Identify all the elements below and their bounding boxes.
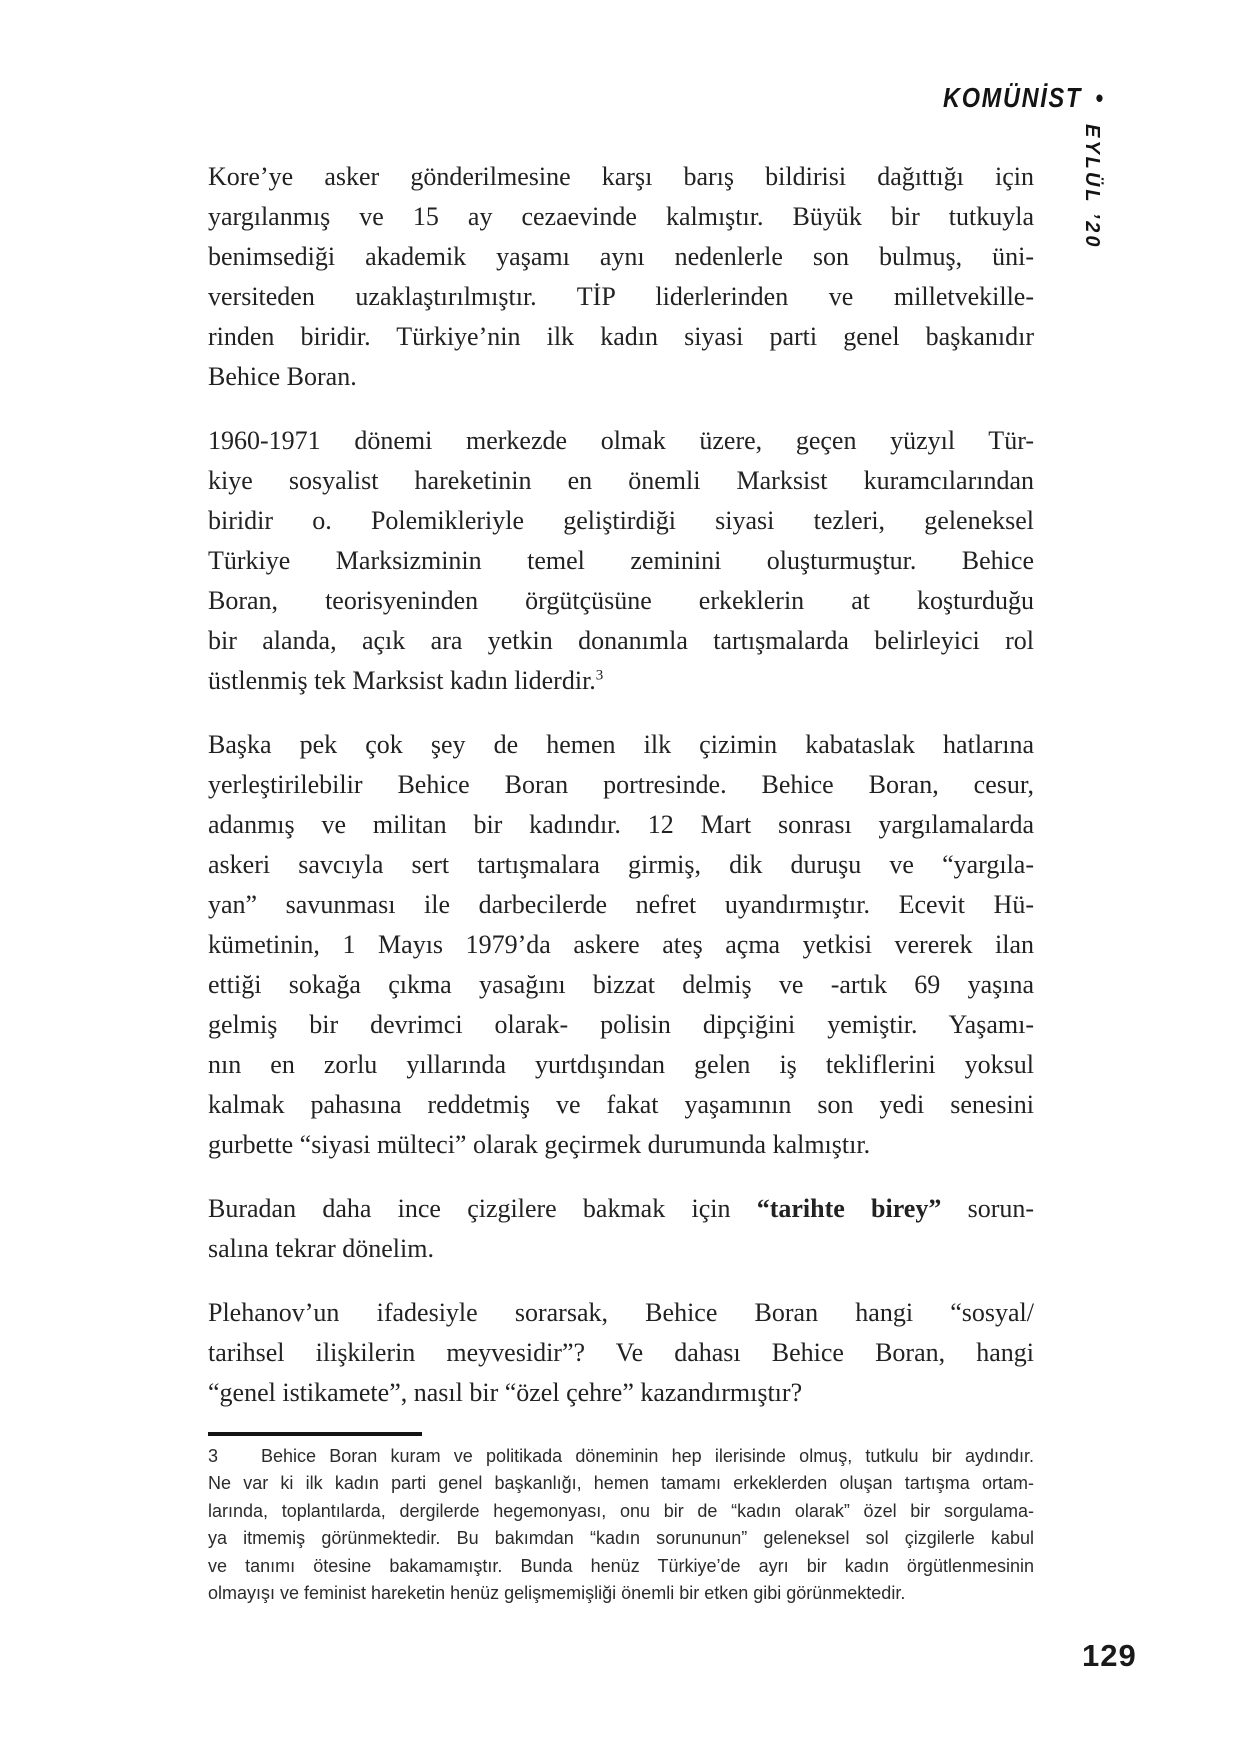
text-line [208, 277, 1034, 317]
text-line [208, 965, 1034, 1005]
text-line [208, 1229, 1034, 1269]
text-line [208, 237, 1034, 277]
paragraph [208, 1189, 1034, 1269]
text-segment: ve tanımı ötesine bakamamıştır. Bunda henüz Türkiye’de ayrı bir kadın örgütlenmesinin [208, 1555, 1034, 1576]
text-segment: olmayışı ve feminist hareketin henüz gelişmemişliği önemli bir etken gibi görünmektedir. [208, 1583, 906, 1604]
text-segment: ya itmemiş görünmektedir. Bu bakımdan “kadın sorununun” geleneksel sol çizgilerle kabul [208, 1528, 1034, 1549]
text-line [208, 765, 1034, 805]
text-segment: 1960-1971 dönemi merkezde olmak üzere, geçen yüzyıl Tür- [208, 426, 1034, 455]
text-segment: “genel istikamete”, nasıl bir “özel çehre” kazandırmıştır? [208, 1378, 803, 1407]
text-line [208, 1085, 1034, 1125]
text-segment: tarihsel ilişkilerin meyvesidir”? Ve dahası Behice Boran, hangi [208, 1338, 1034, 1367]
text-segment: üstlenmiş tek Marksist kadın liderdir. [208, 666, 596, 695]
text-segment: bir alanda, açık ara yetkin donanımla tartışmalarda belirleyici rol [208, 626, 1034, 655]
text-segment: Kore’ye asker gönderilmesine karşı barış bildirisi dağıttığı için [208, 162, 1034, 191]
text-line [208, 1293, 1034, 1333]
page-number: 129 [1082, 1638, 1137, 1673]
text-line [208, 1470, 1034, 1497]
text-segment: Plehanov’un ifadesiyle sorarsak, Behice Boran hangi “sosyal/ [208, 1298, 1034, 1327]
text-line [208, 357, 1034, 397]
text-line [208, 421, 1034, 461]
text-line [208, 661, 1034, 701]
footnote-marker: 3 [208, 1446, 219, 1466]
magazine-title: KOMÜNİST [943, 82, 1082, 113]
bullet-separator-icon: • [1095, 83, 1103, 113]
text-segment: Ne var ki ilk kadın parti genel başkanlığı, hemen tamamı erkeklerden oluşan tartışma ortam- [208, 1473, 1034, 1494]
text-segment: askeri savcıyla sert tartışmalara girmiş, dik duruşu ve “yargıla- [208, 850, 1034, 879]
footnote-separator-rule [208, 1432, 422, 1436]
text-segment: ettiği sokağa çıkma yasağını bizzat delmiş ve -artık 69 yaşına [208, 970, 1034, 999]
text-line [208, 925, 1034, 965]
text-segment: biridir o. Polemikleriyle geliştirdiği siyasi tezleri, geleneksel [208, 506, 1034, 535]
text-line [208, 1580, 1034, 1607]
text-line [208, 581, 1034, 621]
text-line [208, 1333, 1034, 1373]
text-line [208, 1189, 1034, 1229]
text-segment: Türkiye Marksizminin temel zeminini oluşturmuştur. Behice [208, 546, 1034, 575]
text-segment: Boran, teorisyeninden örgütçüsüne erkeklerin at koşturduğu [208, 586, 1034, 615]
bold-text: “tarihte birey” [756, 1194, 942, 1223]
text-segment: versiteden uzaklaştırılmıştır. TİP liderlerinden ve milletvekille- [208, 282, 1034, 311]
text-line [208, 1005, 1034, 1045]
text-segment: Behice Boran. [208, 362, 357, 391]
text-segment: benimsediği akademik yaşamı aynı nedenlerle son bulmuş, üni- [208, 242, 1034, 271]
footnote-reference: 3 [595, 667, 604, 684]
text-segment: adanmış ve militan bir kadındır. 12 Mart sonrası yargılamalarda [208, 810, 1034, 839]
paragraph [208, 157, 1034, 397]
text-line [208, 501, 1034, 541]
page-header [176, 82, 1103, 114]
text-segment: gurbette “siyasi mülteci” olarak geçirmek durumunda kalmıştır. [208, 1130, 871, 1159]
text-line [208, 1498, 1034, 1525]
text-segment: rinden biridir. Türkiye’nin ilk kadın siyasi parti genel başkanıdır [208, 322, 1034, 351]
text-line [208, 1525, 1034, 1552]
paragraph [208, 421, 1034, 701]
text-line [208, 1443, 1034, 1470]
text-segment: yargılanmış ve 15 ay cezaevinde kalmıştır. Büyük bir tutkuyla [208, 202, 1034, 231]
text-line [208, 1553, 1034, 1580]
text-line [208, 461, 1034, 501]
paragraph [208, 1293, 1034, 1413]
text-segment: kiye sosyalist hareketinin en önemli Marksist kuramcılarından [208, 466, 1034, 495]
text-segment: sorun- [941, 1194, 1035, 1223]
footnote [208, 1443, 1034, 1607]
article-body [208, 157, 1034, 1437]
text-segment: yerleştirilebilir Behice Boran portresinde. Behice Boran, cesur, [208, 770, 1034, 799]
text-segment: Behice Boran kuram ve politikada döneminin hep ilerisinde olmuş, tutkulu bir aydındır. [261, 1446, 1034, 1466]
text-segment: kümetinin, 1 Mayıs 1979’da askere ateş açma yetkisi vererek ilan [208, 930, 1034, 959]
text-line [208, 197, 1034, 237]
text-line [208, 845, 1034, 885]
text-segment: salına tekrar dönelim. [208, 1234, 434, 1263]
text-line [208, 621, 1034, 661]
text-line [208, 1125, 1034, 1165]
text-segment: larında, toplantılarda, dergilerde hegemonyası, onu bir de “kadın olarak” özel bir sorgulama- [208, 1500, 1034, 1521]
text-segment: gelmiş bir devrimci olarak- polisin dipçiğini yemiştir. Yaşamı- [208, 1010, 1034, 1039]
text-segment: kalmak pahasına reddetmiş ve fakat yaşamının son yedi senesini [208, 1090, 1034, 1119]
text-line [208, 1045, 1034, 1085]
text-line [208, 885, 1034, 925]
text-line [208, 317, 1034, 357]
text-line [208, 157, 1034, 197]
text-line [208, 725, 1034, 765]
text-line [208, 541, 1034, 581]
issue-date-vertical: EYLÜL ’20 [1081, 124, 1103, 250]
text-segment: Başka pek çok şey de hemen ilk çizimin kabataslak hatlarına [208, 730, 1034, 759]
text-line [208, 805, 1034, 845]
text-line [208, 1373, 1034, 1413]
text-segment: yan” savunması ile darbecilerde nefret uyandırmıştır. Ecevit Hü- [208, 890, 1034, 919]
text-segment: nın en zorlu yıllarında yurtdışından gelen iş tekliflerini yoksul [208, 1050, 1034, 1079]
paragraph [208, 725, 1034, 1165]
text-segment: Buradan daha ince çizgilere bakmak için [208, 1194, 757, 1223]
